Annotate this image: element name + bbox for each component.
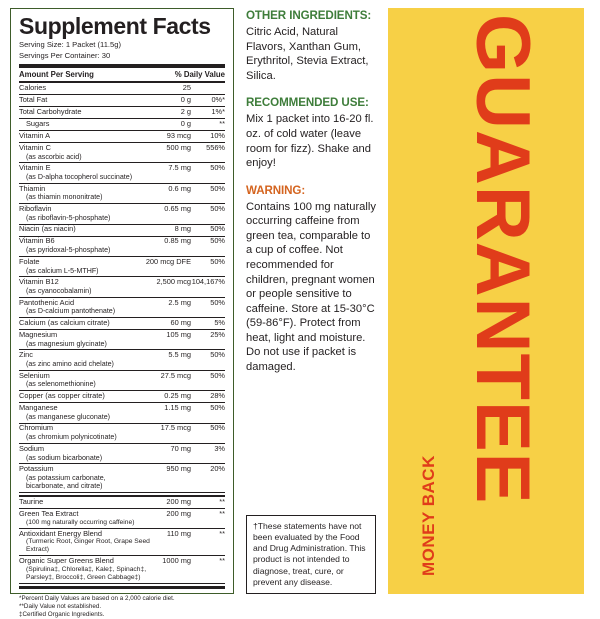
nutrient-row	[19, 83, 225, 95]
blend-name	[19, 509, 162, 529]
nutrient-amount: 2 g	[146, 106, 191, 118]
nutrient-name-text: Total Carbohydrate	[19, 106, 82, 116]
nutrient-row	[19, 391, 225, 403]
nutrient-amount: 2,500 mcg	[146, 277, 191, 297]
nutrient-name-sub: (as selenomethionine)	[26, 380, 96, 389]
footnote-1: *Percent Daily Values are based on a 2,000 calorie diet.	[19, 594, 175, 602]
blend-name-text: Green Tea Extract	[19, 508, 79, 518]
nutrient-name-sub: (as magnesium glycinate)	[26, 339, 107, 348]
nutrient-daily-value: 20%	[191, 464, 225, 493]
nutrient-name-text: Manganese	[19, 403, 58, 413]
nutrient-name-text: Vitamin A	[19, 130, 51, 140]
nutrient-row	[19, 183, 225, 203]
nutrient-daily-value: 50%	[191, 403, 225, 423]
nutrient-name	[19, 224, 146, 236]
nutrient-daily-value: **	[191, 119, 225, 131]
info-column	[246, 8, 376, 594]
blend-amount: 200 mg	[162, 497, 191, 509]
nutrient-daily-value: 50%	[191, 423, 225, 443]
supplement-facts-panel	[10, 8, 234, 618]
nutrient-name-sub: (as riboflavin-5-phosphate)	[26, 213, 111, 222]
nutrient-daily-value	[191, 83, 225, 95]
recommended-use-section	[246, 95, 376, 182]
nutrient-daily-value: 104,167%	[191, 277, 225, 297]
nutrient-name-text: Vitamin C	[19, 142, 51, 152]
nutrition-header-row	[19, 68, 225, 81]
nutrient-amount: 200 mcg DFE	[146, 256, 191, 276]
nutrient-name-text: Folate	[19, 256, 40, 266]
warning-body: Contains 100 mg naturally occurring caffeine from green tea, comparable to a cup of coffee. Not recommended for children, pregnant women or people sensitive to caffeine. Store at 15-30°C (59-86°F). Protect from heat, light and moisture. Do not use if packet is damaged.	[246, 200, 376, 373]
nutrient-name	[19, 256, 146, 276]
blend-name-sub: (Turmeric Root, Ginger Root, Grape Seed Extract)	[26, 538, 150, 554]
nutrient-name	[19, 350, 146, 370]
nutrient-amount: 5.5 mg	[146, 350, 191, 370]
nutrient-amount: 950 mg	[146, 464, 191, 493]
recommended-use-body: Mix 1 packet into 16-20 fl. oz. of cold water (leave room for fizz). Shake and enjoy!	[246, 113, 374, 170]
nutrient-name-text: Potassium	[19, 464, 54, 474]
nutrient-name	[19, 119, 146, 131]
nutrient-name	[19, 443, 146, 463]
nutrient-name	[19, 330, 146, 350]
nutrient-row	[19, 403, 225, 423]
nutrient-amount: 17.5 mcg	[146, 423, 191, 443]
nutrient-name	[19, 464, 146, 493]
nutrient-name	[19, 131, 146, 143]
nutrient-row	[19, 277, 225, 297]
nutrient-daily-value: 50%	[191, 297, 225, 317]
other-ingredients-heading: OTHER INGREDIENTS:	[246, 9, 372, 22]
blend-name-sub: (100 mg naturally occurring caffeine)	[26, 518, 135, 526]
nutrient-name	[19, 403, 146, 423]
nutrient-name-sub: (as cyanocobalamin)	[26, 286, 92, 295]
nutrient-daily-value: 50%	[191, 236, 225, 256]
nutrient-row	[19, 119, 225, 131]
other-ingredients-section	[246, 8, 376, 95]
blend-row	[19, 556, 225, 583]
nutrient-row	[19, 236, 225, 256]
nutrient-daily-value: 50%	[191, 370, 225, 390]
nutrient-name-text: Magnesium	[19, 329, 58, 339]
nutrient-row	[19, 297, 225, 317]
nutrient-daily-value: 5%	[191, 318, 225, 330]
nutrient-name	[19, 318, 146, 330]
nutrient-amount: 7.5 mg	[146, 163, 191, 183]
nutrient-amount: 0 g	[146, 119, 191, 131]
nutrient-name-text: Riboflavin	[19, 204, 52, 214]
blend-daily-value: **	[191, 497, 225, 509]
nutrient-daily-value: 50%	[191, 256, 225, 276]
nutrient-row	[19, 224, 225, 236]
recommended-use-heading: RECOMMENDED USE:	[246, 96, 369, 110]
nutrient-daily-value: 28%	[191, 391, 225, 403]
blend-name-text: Taurine	[19, 496, 44, 506]
nutrient-row	[19, 350, 225, 370]
nutrient-row	[19, 94, 225, 106]
nutrient-name-sub: (as D-alpha tocopherol succinate)	[26, 173, 133, 182]
nutrient-row	[19, 106, 225, 118]
nutrient-name-text: Pantothenic Acid	[19, 297, 75, 307]
nutrient-amount: 70 mg	[146, 443, 191, 463]
nutrient-row	[19, 318, 225, 330]
nutrient-amount: 0.85 mg	[146, 236, 191, 256]
blend-daily-value: **	[191, 509, 225, 529]
nutrient-amount: 0.6 mg	[146, 183, 191, 203]
nutrient-name	[19, 106, 146, 118]
nutrient-name	[19, 83, 146, 95]
nutrient-name	[19, 236, 146, 256]
nutrient-name	[19, 297, 146, 317]
nutrient-row	[19, 423, 225, 443]
nutrient-name-text: Sodium	[19, 443, 45, 453]
nutrient-row	[19, 330, 225, 350]
nutrient-daily-value: 1%*	[191, 106, 225, 118]
nutrition-table	[19, 83, 225, 493]
nutrient-amount: 93 mcg	[146, 131, 191, 143]
blend-amount: 200 mg	[162, 509, 191, 529]
nutrient-amount: 60 mg	[146, 318, 191, 330]
nutrient-amount: 27.5 mcg	[146, 370, 191, 390]
fda-statement-box: †These statements have not been evaluated by the Food and Drug Administration. This product is not intended to diagnose, treat, cure, or prevent any disease.	[246, 515, 376, 594]
nutrient-name-text: Zinc	[19, 350, 33, 360]
blend-row	[19, 497, 225, 509]
nutrient-name-text: Thiamin	[19, 183, 46, 193]
badge-inner	[388, 8, 584, 594]
nutrient-name	[19, 277, 146, 297]
guarantee-text: GUARANTEE	[460, 14, 545, 505]
nutrient-amount: 25	[146, 83, 191, 95]
blend-amount: 110 mg	[162, 528, 191, 555]
nutrient-row	[19, 370, 225, 390]
nutrient-name-text: Copper (as copper citrate)	[19, 391, 105, 401]
nutrient-name-sub: (as D-calcium pantothenate)	[26, 307, 116, 316]
nutrient-name-sub: (as calcium L-5-MTHF)	[26, 266, 99, 275]
nutrient-row	[19, 464, 225, 493]
nutrient-daily-value: 50%	[191, 163, 225, 183]
servings-per-container: Servings Per Container: 30	[19, 50, 111, 60]
nutrient-amount: 105 mg	[146, 330, 191, 350]
nutrient-name	[19, 370, 146, 390]
nutrient-name	[19, 94, 146, 106]
nutrient-daily-value: 0%*	[191, 94, 225, 106]
nutrient-name-text: Calories	[19, 82, 47, 92]
nutrient-name-text: Sugars	[26, 118, 50, 128]
nutrient-amount: 1.15 mg	[146, 403, 191, 423]
blend-daily-value: **	[191, 528, 225, 555]
blend-name-sub: (Spirulina‡, Chlorella‡, Kale‡, Spinach‡, Parsley‡, Broccoli‡, Green Cabbage‡)	[26, 565, 147, 581]
nutrient-name	[19, 183, 146, 203]
nutrient-name-text: Vitamin B6	[19, 236, 55, 246]
nutrient-name-text: Selenium	[19, 370, 50, 380]
nutrient-name-text: Vitamin E	[19, 163, 51, 173]
nutrient-name-text: Total Fat	[19, 94, 48, 104]
blend-name-text: Antioxidant Energy Blend	[19, 528, 102, 538]
nutrient-name-sub: (as thiamin mononitrate)	[26, 193, 103, 202]
nutrient-name-text: Chromium	[19, 423, 54, 433]
nutrient-daily-value: 50%	[191, 183, 225, 203]
nutrient-name-text: Calcium (as calcium citrate)	[19, 317, 110, 327]
nutrient-row	[19, 131, 225, 143]
nutrient-daily-value: 556%	[191, 143, 225, 163]
blend-daily-value: **	[191, 556, 225, 583]
nutrient-name	[19, 204, 146, 224]
nutrient-name-sub: (as ascorbic acid)	[26, 152, 82, 161]
nutrient-row	[19, 143, 225, 163]
nutrient-name	[19, 391, 146, 403]
nutrient-daily-value: 10%	[191, 131, 225, 143]
nutrient-name-sub: (as chromium polynicotinate)	[26, 433, 117, 442]
divider-bottom	[19, 586, 225, 589]
serving-size: Serving Size: 1 Packet (11.5g)	[19, 40, 122, 50]
blend-row	[19, 528, 225, 555]
blend-table	[19, 497, 225, 584]
nutrient-name-sub: (as pyridoxal-5-phosphate)	[26, 246, 111, 255]
nutrient-amount: 0 g	[146, 94, 191, 106]
money-back-text: MONEY BACK	[419, 455, 438, 576]
nutrient-name-text: Vitamin B12	[19, 277, 59, 287]
nutrient-name-sub: (as potassium carbonate, bicarbonate, and citrate)	[26, 473, 106, 491]
nutrient-name-sub: (as sodium bicarbonate)	[26, 453, 103, 462]
supplement-facts-title: Supplement Facts	[19, 13, 211, 39]
warning-section	[246, 183, 376, 387]
nutrient-row	[19, 443, 225, 463]
money-back-guarantee-badge	[388, 8, 584, 594]
nutrient-name-sub: (as manganese gluconate)	[26, 412, 110, 421]
blend-amount: 1000 mg	[162, 556, 191, 583]
nutrient-daily-value: 50%	[191, 204, 225, 224]
footnote-2: **Daily Value not established.	[19, 602, 102, 610]
nutrient-name-text: Niacin (as niacin)	[19, 224, 76, 234]
nutrient-amount: 0.65 mg	[146, 204, 191, 224]
nutrient-name-sub: (as zinc amino acid chelate)	[26, 360, 114, 369]
nutrient-name	[19, 423, 146, 443]
nutrient-amount: 8 mg	[146, 224, 191, 236]
blend-name	[19, 497, 162, 509]
footnote-3: ‡Certified Organic Ingredients.	[19, 610, 105, 618]
other-ingredients-body: Citric Acid, Natural Flavors, Xanthan Gum, Erythritol, Stevia Extract, Silica.	[246, 26, 369, 82]
nutrient-daily-value: 50%	[191, 350, 225, 370]
nutrient-row	[19, 163, 225, 183]
nutrient-daily-value: 25%	[191, 330, 225, 350]
blend-name	[19, 528, 162, 555]
nutrient-amount: 2.5 mg	[146, 297, 191, 317]
nutrient-daily-value: 3%	[191, 443, 225, 463]
blend-row	[19, 509, 225, 529]
footnotes	[19, 595, 225, 619]
daily-value-label: % Daily Value	[174, 69, 225, 79]
warning-heading: WARNING:	[246, 183, 306, 197]
blend-name	[19, 556, 162, 583]
amount-per-serving-label: Amount Per Serving	[19, 69, 94, 79]
nutrient-row	[19, 256, 225, 276]
nutrient-row	[19, 204, 225, 224]
nutrient-amount: 0.25 mg	[146, 391, 191, 403]
nutrient-amount: 500 mg	[146, 143, 191, 163]
nutrient-name	[19, 143, 146, 163]
nutrient-name	[19, 163, 146, 183]
nutrient-daily-value: 50%	[191, 224, 225, 236]
blend-name-text: Organic Super Greens Blend	[19, 556, 114, 566]
